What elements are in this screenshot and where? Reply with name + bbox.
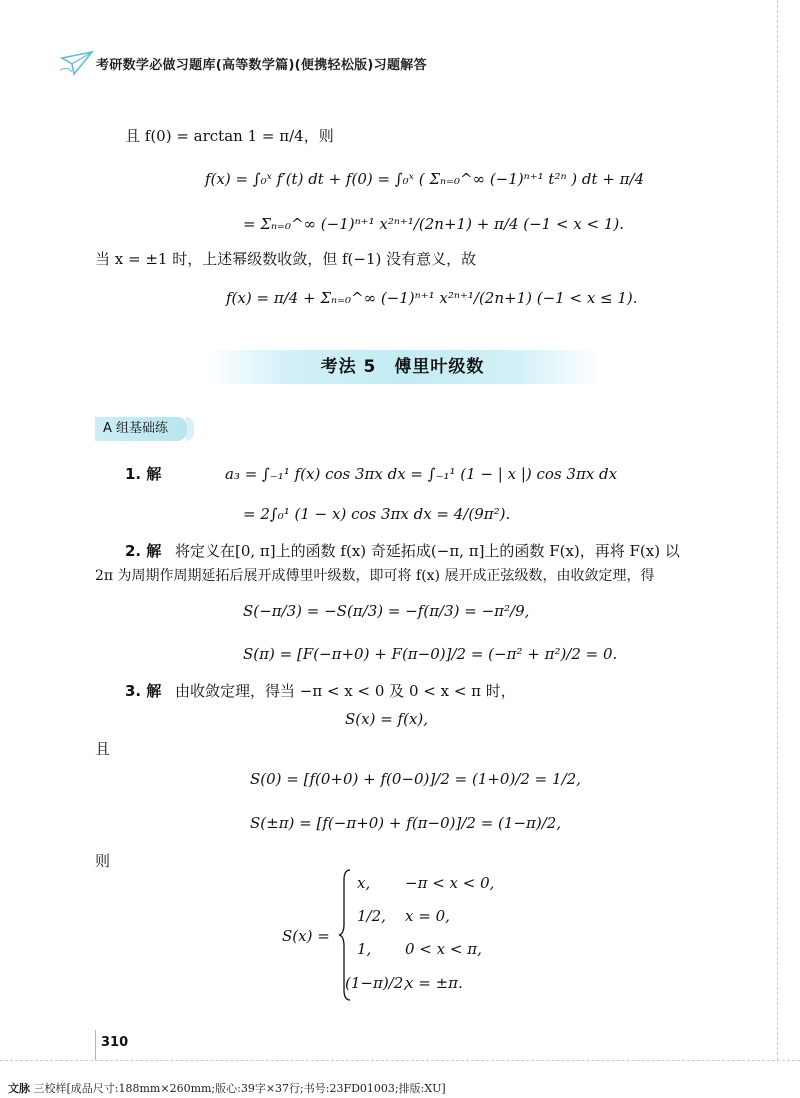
problem-2-equation-1: S(−π/3) = −S(π/3) = −f(π/3) = −π²/9, bbox=[243, 602, 530, 620]
case-4-condition: x = ±π. bbox=[405, 974, 463, 992]
case-4-value: (1−π)/2, bbox=[345, 974, 409, 992]
footer-info: 三校样[成品尺寸:188mm×260mm;版心:39字×37行;书号:23FD01003;排版:XU] bbox=[33, 1082, 446, 1095]
case-3-condition: 0 < x < π, bbox=[405, 940, 482, 958]
paper-plane-icon bbox=[60, 50, 94, 76]
footer-brand: 文脉 bbox=[8, 1082, 30, 1095]
integral-equation: f(x) = ∫₀ˣ f′(t) dt + f(0) = ∫₀ˣ ( Σₙ₌₀^∞ (−1)ⁿ⁺¹ t²ⁿ ) dt + π/4 bbox=[205, 170, 645, 188]
problem-3-equation-3: S(±π) = [f(−π+0) + f(π−0)]/2 = (1−π)/2, bbox=[250, 814, 562, 832]
page-frame-right bbox=[776, 0, 778, 1060]
problem-2-text-2: 2π 为周期作周期延拓后展开成傅里叶级数，即可将 f(x) 展开成正弦级数，由收敛定理，得 bbox=[95, 568, 655, 584]
header-title: 考研数学必做习题库(高等数学篇)(便携轻松版)习题解答 bbox=[96, 58, 427, 73]
intro-line: 且 f(0) = arctan 1 = π/4，则 bbox=[125, 127, 334, 145]
group-tag-tail bbox=[186, 417, 194, 441]
piecewise-lhs: S(x) = bbox=[282, 927, 330, 945]
problem-3-equation-2: S(0) = [f(0+0) + f(0−0)]/2 = (1+0)/2 = 1/2, bbox=[250, 770, 581, 788]
running-header bbox=[60, 48, 760, 88]
problem-2-label: 2. 解 bbox=[125, 542, 162, 560]
series-equation: = Σₙ₌₀^∞ (−1)ⁿ⁺¹ x²ⁿ⁺¹/(2n+1) + π/4 (−1 < x < 1). bbox=[243, 215, 625, 233]
problem-3-equation-1: S(x) = f(x), bbox=[345, 710, 429, 728]
problem-3-and: 且 bbox=[95, 740, 111, 758]
case-1-condition: −π < x < 0, bbox=[405, 874, 495, 892]
print-footer bbox=[8, 1080, 446, 1096]
page-number-rule bbox=[95, 1030, 96, 1060]
problem-2-text-1: 将定义在[0, π]上的函数 f(x) 奇延拓成(−π, π]上的函数 F(x)，再将 F(x) 以 bbox=[175, 542, 680, 560]
problem-1-equation-2: = 2∫₀¹ (1 − x) cos 3πx dx = 4/(9π²). bbox=[243, 505, 511, 523]
problem-2-equation-2: S(π) = [F(−π+0) + F(π−0)]/2 = (−π² + π²)/2 = 0. bbox=[243, 645, 618, 663]
convergence-line: 当 x = ±1 时，上述幂级数收敛，但 f(−1) 没有意义，故 bbox=[95, 250, 477, 268]
group-tag: A 组基础练 bbox=[95, 417, 187, 441]
page-number: 310 bbox=[101, 1035, 129, 1050]
case-2-value: 1/2, bbox=[357, 907, 386, 925]
case-1-value: x, bbox=[357, 874, 371, 892]
section-title: 考法 5 傅里叶级数 bbox=[320, 357, 485, 377]
problem-3-then: 则 bbox=[95, 852, 111, 870]
problem-1-label: 1. 解 bbox=[125, 465, 162, 483]
case-2-condition: x = 0, bbox=[405, 907, 450, 925]
problem-1-equation-1: a₃ = ∫₋₁¹ f(x) cos 3πx dx = ∫₋₁¹ (1 − | x |) cos 3πx dx bbox=[225, 465, 618, 483]
final-series-equation: f(x) = π/4 + Σₙ₌₀^∞ (−1)ⁿ⁺¹ x²ⁿ⁺¹/(2n+1) (−1 < x ≤ 1). bbox=[226, 289, 638, 307]
case-3-value: 1, bbox=[357, 940, 372, 958]
problem-3-text-1: 由收敛定理，得当 −π < x < 0 及 0 < x < π 时， bbox=[175, 682, 516, 700]
page-frame-bottom bbox=[0, 1060, 800, 1062]
section-banner bbox=[205, 350, 600, 384]
problem-3-label: 3. 解 bbox=[125, 682, 162, 700]
